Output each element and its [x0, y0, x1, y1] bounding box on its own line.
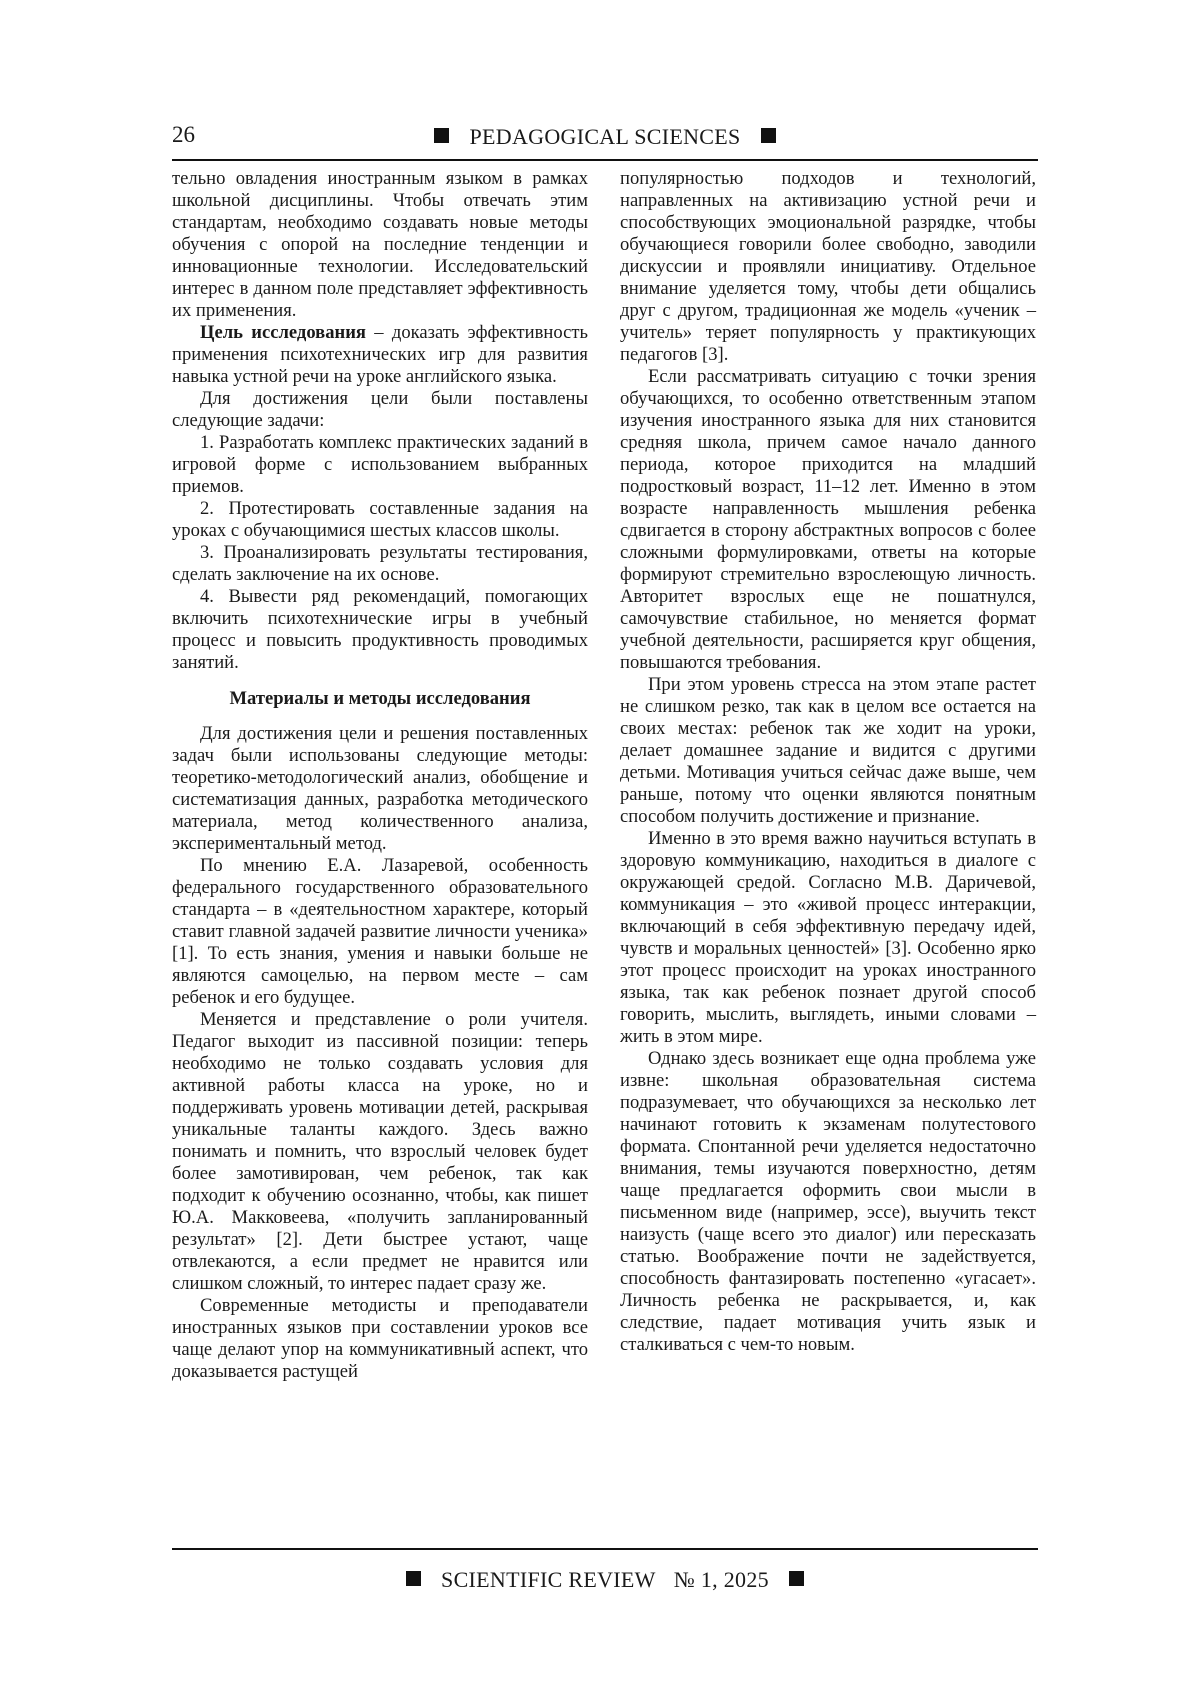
square-bullet-icon: [789, 1571, 804, 1586]
section-title: PEDAGOGICAL SCIENCES: [469, 124, 741, 149]
paragraph: Для достижения цели и решения поставленных задач были использованы следующие методы: теоретико-методологический анализ, обобщение и систематизация данных, разработка методического материала, метод количественного анализа, экспериментальный метод.: [172, 723, 588, 854]
paragraph: По мнению Е.А. Лазаревой, особенность федерального государственного образовательного стандарта – в «деятельностном характере, который ставит главной задачей развитие личности ученика» [1]. То есть знания, умения и навыки больше не являются самоцелью, на первом месте – сам ребенок и его будущее.: [172, 855, 588, 1008]
task-item: 4. Вывести ряд рекомендаций, помогающих включить психотехнические игры в учебный процесс и повысить продуктивность проводимых занятий.: [172, 586, 588, 673]
left-column: [172, 168, 588, 1383]
journal-name: SCIENTIFIC REVIEW: [441, 1567, 656, 1592]
goal-text: – доказать эффективность применения психотехнических игр для развития навыка устной речи на уроке английского языка.: [172, 322, 588, 387]
paragraph: При этом уровень стресса на этом этапе растет не слишком резко, так как в целом все остается на своих местах: ребенок так же ходит на уроки, делает домашнее задание и видится с другими детьми. Мотивация учиться сейчас даже выше, чем раньше, потому что оценки являются понятным способом получить достижение и признание.: [620, 674, 1036, 827]
goal-paragraph: [172, 322, 588, 388]
paragraph: популярностью подходов и технологий, направленных на активизацию устной речи и способствующих эмоциональной разрядке, чтобы обучающиеся говорили более свободно, заводили дискуссии и проявляли инициативу. Отдельное внимание уделяется тому, чтобы дети общались друг с другом, традиционная же модель «ученик – учитель» теряет популярность у практикующих педагогов [3].: [620, 168, 1036, 365]
issue-number: № 1, 2025: [673, 1567, 769, 1592]
page-footer: [172, 1567, 1038, 1593]
task-item: 3. Проанализировать результаты тестирования, сделать заключение на их основе.: [172, 542, 588, 585]
running-title: [172, 124, 1038, 150]
paragraph: Для достижения цели были поставлены следующие задачи:: [172, 388, 588, 431]
footer-rule: [172, 1548, 1038, 1550]
task-item: 2. Протестировать составленные задания на уроках с обучающимися шестых классов школы.: [172, 498, 588, 541]
paragraph: Именно в это время важно научиться вступать в здоровую коммуникацию, находиться в диалоге с окружающей средой. Согласно М.В. Даричевой, коммуникация – это «живой процесс интеракции, включающий в себя эффективную передачу идей, чувств и моральных ценностей» [3]. Особенно ярко этот процесс происходит на уроках иностранного языка, так как ребенок познает другой способ говорить, мыслить, выглядеть, иными словами – жить в этом мире.: [620, 828, 1036, 1047]
paragraph: Если рассматривать ситуацию с точки зрения обучающихся, то особенно ответственным этапом изучения иностранного языка для них становится средняя школа, причем самое начало данного периода, которое приходится на младший подростковый возраст, 11–12 лет. Именно в этом возрасте направленность мышления ребенка сдвигается в сторону абстрактных вопросов с более сложными формулировками, ответы на которые формируют стремительно взрослеющую личность. Авторитет взрослых еще не пошатнулся, самочувствие стабильное, но меняется формат учебной деятельности, расширяется круг общения, повышаются требования.: [620, 366, 1036, 673]
paragraph: Меняется и представление о роли учителя. Педагог выходит из пассивной позиции: теперь необходимо не только создавать условия для активной работы класса на уроке, но и поддерживать уровень мотивации детей, раскрывая уникальные таланты каждого. Здесь важно понимать и помнить, что взрослый человек будет более замотивирован, чем ребенок, так как подходит к обучению осознанно, чтобы, как пишет Ю.А. Макковеева, «получить запланированный результат» [2]. Дети быстрее устают, чаще отвлекаются, а если предмет не нравится или слишком сложный, то интерес падает сразу же.: [172, 1009, 588, 1294]
goal-label: Цель исследования: [200, 322, 366, 343]
task-item: 1. Разработать комплекс практических заданий в игровой форме с использованием выбранных приемов.: [172, 432, 588, 497]
page-header: [172, 118, 1038, 160]
section-heading: Материалы и методы исследования: [229, 688, 531, 709]
paragraph: Современные методисты и преподаватели иностранных языков при составлении уроков все чаще делают упор на коммуникативный аспект, что доказывается растущей: [172, 1295, 588, 1382]
square-bullet-icon: [406, 1571, 421, 1586]
square-bullet-icon: [434, 128, 449, 143]
square-bullet-icon: [761, 128, 776, 143]
paragraph: тельно овладения иностранным языком в рамках школьной дисциплины. Чтобы отвечать этим стандартам, необходимо создавать новые методы обучения с опорой на последние тенденции и инновационные технологии. Исследовательский интерес в данном поле представляет эффективность их применения.: [172, 168, 588, 321]
page-number: 26: [172, 122, 195, 147]
paragraph: Однако здесь возникает еще одна проблема уже извне: школьная образовательная система подразумевает, что обучающихся за несколько лет начинают готовить к экзаменам полутестового формата. Спонтанной речи уделяется недостаточно внимания, темы изучаются поверхностно, детям чаще предлагается оформить свои мысли в письменном виде (например, эссе), выучить текст наизусть (чаще всего это диалог) или пересказать статью. Воображение почти не задействуется, способность фантазировать постепенно «угасает». Личность ребенка не раскрывается, и, как следствие, падает мотивация учить язык и сталкиваться с чем-то новым.: [620, 1048, 1036, 1355]
header-rule: [172, 159, 1038, 161]
right-column: [620, 168, 1036, 1356]
